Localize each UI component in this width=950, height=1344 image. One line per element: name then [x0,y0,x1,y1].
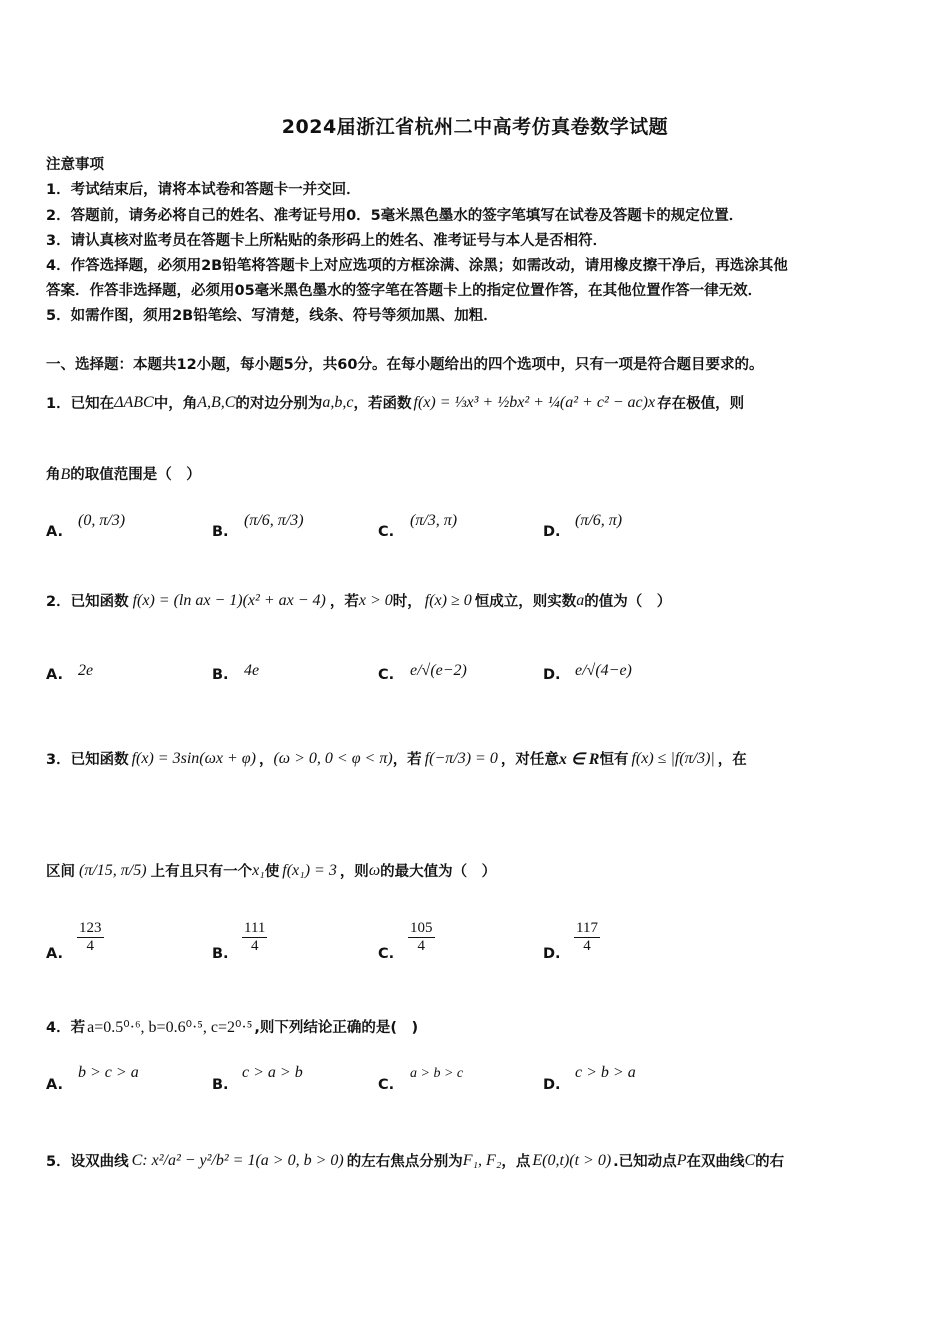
page-title: 2024届浙江省杭州二中高考仿真卷数学试题 [281,116,669,138]
option-label-b: B. [212,946,229,962]
question-4-stem: 4．若 a=0.5⁰·⁶, b=0.6⁰·⁵, c=2⁰·⁵ ,则下列结论正确的是( ) [46,1018,419,1036]
option-value-a: $\frac{123}{4}$ [79,920,102,954]
option-value-b: (π/6, π/3) [244,512,304,529]
question-2-stem: 2．已知函数 f(x) = (ln ax − 1)(x² + ax − 4) ，若 x > 0 时， f(x) ≥ 0 恒成立，则实数 a 的值为（ ） [46,591,672,610]
option-value-a: (0, π/3) [78,512,126,529]
notice-item: 1．考试结束后，请将本试卷和答题卡一并交回． [46,182,361,198]
option-value-d: c > b > a [575,1064,636,1081]
question-3-line2: 区间 (π/15, π/5) 上有且只有一个 x₁ 使 f(x₁) = 3 ，则 ω 的最大值为（ ） [46,861,497,880]
option-value-d: (π/6, π) [575,512,623,529]
option-label-a: A. [46,1077,63,1093]
hyperbola-expression: C: x²/a² − y²/b² = 1(a > 0, b > 0) [131,1151,344,1169]
option-label-c: C. [378,946,395,962]
option-value-a: b > c > a [78,1064,139,1081]
question-1-stem: 1．已知在 ΔABC 中，角 A,B,C 的对边分别为 a,b,c ，若函数 f(x) = ⅓x³ + ½bx² + ¼(a² + c² − ac)x 存在极值，则 [46,393,745,412]
option-value-b: c > a > b [242,1064,303,1081]
option-label-b: B. [212,667,229,683]
option-value-d: $\frac{117}{4}$ [576,920,598,954]
notice-item: 答案．作答非选择题，必须用05毫米黑色墨水的签字笔在答题卡上的指定位置作答，在其他位置作答一律无效． [46,283,763,299]
question-1-line2: 角B的取值范围是（ ） [46,466,201,483]
question-3-stem: 3．已知函数 f(x) = 3sin(ωx + φ) ， (ω > 0, 0 < φ < π) ，若 f(−π/3) = 0 ，对任意 x ∈ R 恒有 f(x) ≤ |f(π/3)| ，在 [46,749,747,768]
notice-item: 4．作答选择题，必须用2B铅笔将答题卡上对应选项的方框涂满、涂黑；如需改动，请用橡皮擦干净后，再选涂其他 [46,258,788,274]
notice-item: 2．答题前，请务必将自己的姓名、准考证号用0．5毫米黑色墨水的签字笔填写在试卷及答题卡的规定位置． [46,208,744,224]
option-label-d: D. [543,524,561,540]
option-value-a: 2e [78,662,94,679]
option-label-d: D. [543,667,561,683]
function-expression: f(x) = ⅓x³ + ½bx² + ¼(a² + c² − ac)x [413,393,656,411]
option-label-a: A. [46,524,63,540]
option-label-d: D. [543,946,561,962]
triangle-label: ΔABC [114,393,154,411]
question-5-stem: 5．设双曲线 C: x²/a² − y²/b² = 1(a > 0, b > 0) 的左右焦点分别为 F₁, F₂ ，点 E(0,t)(t > 0) .已知动点 P 在双曲线 C 的右 [46,1151,785,1170]
function-expression: f(x) = (ln ax − 1)(x² + ax − 4) [132,591,326,609]
notice-item: 5．如需作图，须用2B铅笔绘、写清楚，线条、符号等须加黑、加粗． [46,308,498,324]
option-value-b: $\frac{111}{4}$ [244,920,266,954]
option-label-b: B. [212,524,229,540]
option-label-c: C. [378,524,395,540]
option-label-d: D. [543,1077,561,1093]
option-value-c: e/√(e−2) [410,662,467,679]
option-value-c: a > b > c [410,1066,464,1081]
option-label-a: A. [46,946,63,962]
option-label-b: B. [212,1077,229,1093]
option-value-b: 4e [244,662,260,679]
function-expression: f(x) = 3sin(ωx + φ) [131,749,256,767]
option-value-c: $\frac{105}{4}$ [410,920,433,954]
notice-item: 3．请认真核对监考员在答题卡上所粘贴的条形码上的姓名、准考证号与本人是否相符． [46,233,608,249]
notice-heading: 注意事项 [46,157,104,173]
option-value-c: (π/3, π) [410,512,458,529]
section-heading: 一、选择题：本题共12小题，每小题5分，共60分。在每小题给出的四个选项中，只有一项是符合题目要求的。 [46,357,764,373]
option-label-c: C. [378,1077,395,1093]
option-label-a: A. [46,667,63,683]
option-value-d: e/√(4−e) [575,662,632,679]
option-label-c: C. [378,667,395,683]
